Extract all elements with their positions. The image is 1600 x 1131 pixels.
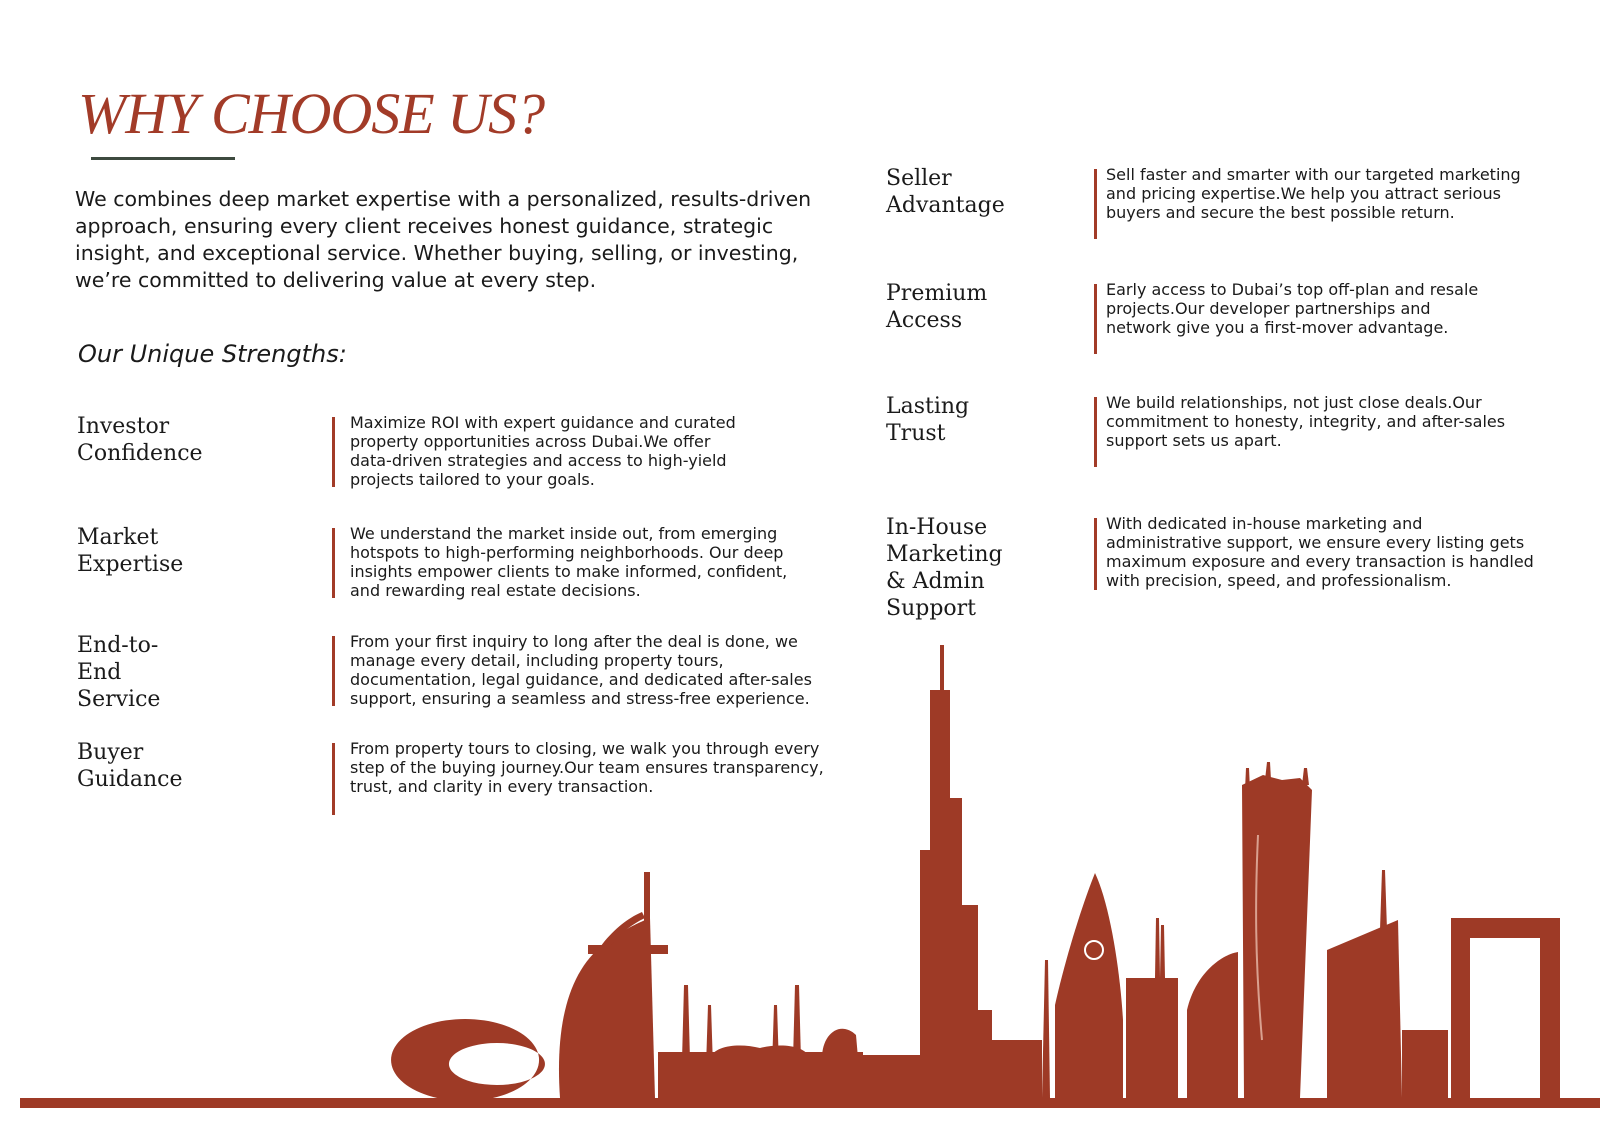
dubai-frame: [1451, 918, 1560, 1098]
ground-strip: [20, 1098, 1600, 1108]
strength-description: We build relationships, not just close deals.Our commitment to honesty, integrity, and after-sales support sets us apart.: [1106, 393, 1506, 450]
strength-divider: [1094, 169, 1097, 239]
twisted-tower: [1242, 775, 1312, 1098]
strength-name: Lasting Trust: [886, 394, 970, 446]
strength-description: Early access to Dubai’s top off-plan and resale projects.Our developer partnerships and network give you a first-mover advantage.: [1106, 280, 1479, 337]
title-underline: [91, 157, 235, 160]
strength-description: Sell faster and smarter with our targeted marketing and pricing expertise.We help you attract serious buyers and secure the best possible return.: [1106, 165, 1521, 222]
strength-divider: [332, 417, 335, 487]
strength-description: From property tours to closing, we walk you through every step of the buying journey.Our team ensures transparency, trust, and clarity in every transaction.: [350, 739, 824, 796]
strength-divider: [332, 528, 335, 598]
strength-name: Market Expertise: [77, 525, 184, 577]
skyline-illustration: [0, 640, 1600, 1131]
strength-name: Seller Advantage: [886, 166, 1005, 218]
museum-of-the-future: [391, 1019, 545, 1101]
strength-description: With dedicated in-house marketing and administrative support, we ensure every listing gets maximum exposure and every transaction is handled with precision, speed, and professionalism.: [1106, 514, 1534, 590]
strength-description: Maximize ROI with expert guidance and curated property opportunities across Dubai.We offer data-driven strategies and access to high-yield projects tailored to your goals.: [350, 413, 736, 489]
strength-name: Investor Confidence: [77, 414, 203, 466]
strength-divider: [1094, 518, 1097, 590]
strength-description: We understand the market inside out, from emerging hotspots to high-performing neighborhoods. Our deep insights empower clients to make informed, confident, and rewarding real estate decisions.: [350, 524, 788, 600]
strength-name: Premium Access: [886, 281, 988, 333]
strength-divider: [1094, 397, 1097, 467]
strength-name: End-to-End Service: [77, 633, 161, 712]
page-title: WHY CHOOSE US?: [78, 81, 545, 146]
intro-paragraph: We combines deep market expertise with a personalized, results-driven approach, ensuring every client receives honest guidance, strategic insight, and exceptional service. Whether buying, selling, or investing, we’re committed to delivering value at every step.: [75, 187, 812, 292]
strengths-heading: Our Unique Strengths:: [78, 340, 347, 368]
strength-divider: [1094, 284, 1097, 354]
spire-tower: [1055, 873, 1123, 1098]
strength-description: From your first inquiry to long after the deal is done, we manage every detail, including property tours, documentation, legal guidance, and dedicated after-sales support, ensuring a seamless and stress-free experience.: [350, 632, 812, 708]
strength-name: In-House Marketing & Admin Support: [886, 515, 1003, 621]
strength-name: Buyer Guidance: [77, 740, 183, 792]
burj-khalifa: [898, 645, 992, 1098]
